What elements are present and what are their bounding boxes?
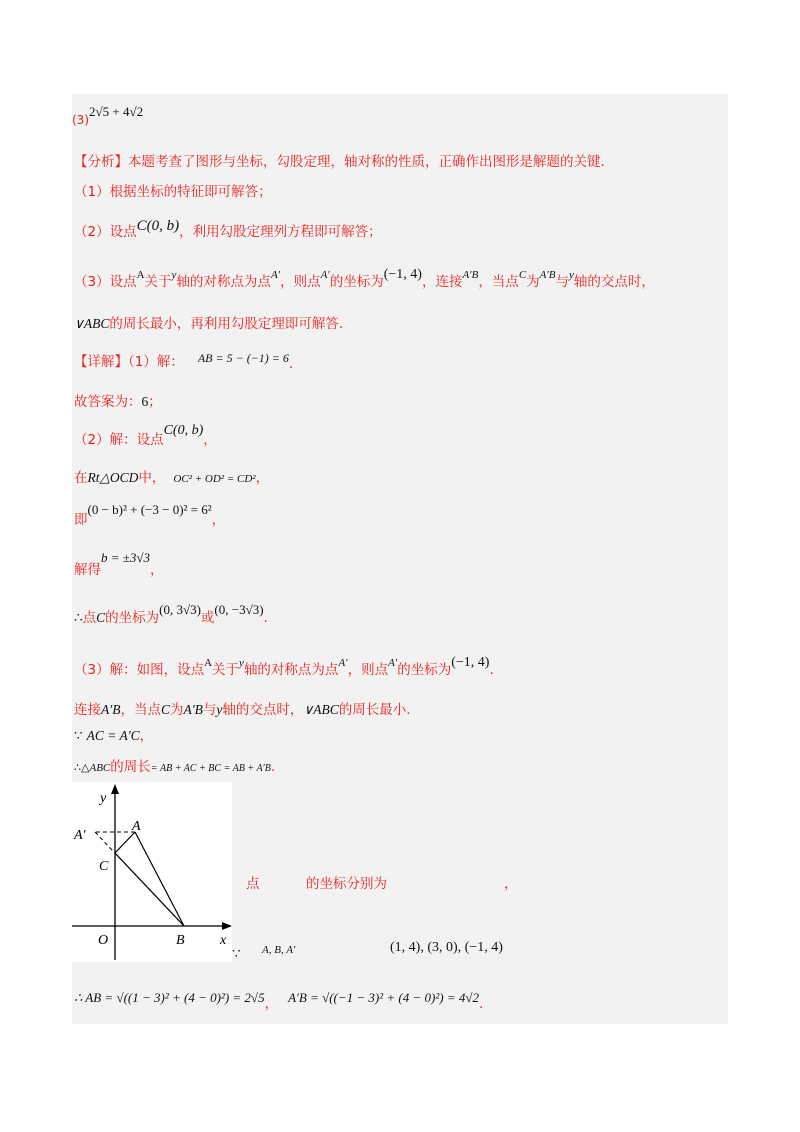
therefore-line: ∴点C的坐标为(0, 3√3)或(0, −3√3). — [74, 602, 268, 626]
rt-triangle-line: 在Rt△OCD中， OC² + OD² = CD²， — [74, 470, 270, 486]
solve-line: 解得b = ±3√3， — [74, 550, 164, 578]
detail-line-2: （2）解：设点C(0, b)， — [74, 423, 217, 448]
label-c: C — [99, 859, 109, 874]
segment-c-a — [115, 832, 135, 853]
points-names: A, B, A′ — [262, 944, 296, 956]
equation-line: 即(0 − b)² + (−3 − 0)² = 6²， — [74, 502, 226, 528]
because-points: ∵ — [232, 946, 241, 961]
x-axis-arrow — [222, 922, 232, 930]
analysis-step-3-cont: ∨ABC的周长最小，再利用勾股定理即可解答. — [74, 316, 344, 332]
analysis-step-2: （2）设点C(0, b)，利用勾股定理列方程即可解答； — [74, 218, 382, 240]
answer-1-line: 故答案为：6； — [74, 394, 162, 410]
detail-line-1: 【详解】（1）解： AB = 5 − (−1) = 6. — [74, 351, 294, 372]
points-comma: ， — [504, 876, 518, 892]
final-line: ∴ AB = √((1 − 3)² + (4 − 0)²) = 2√5， A′B = √((−1 − 3)² + (4 − 0)²) = 4√2. — [74, 990, 484, 1012]
perimeter-line: ∴△ABC的周长= AB + AC + BC = AB + A′B. — [74, 759, 276, 775]
part-3-line: （3）解：如图，设点A关于y轴的对称点为点A′，则点A′的坐标为(−1, 4). — [74, 655, 494, 678]
label-o: O — [98, 933, 109, 948]
label-a: A — [132, 819, 141, 834]
because-line: ∵ AC = A′C， — [74, 728, 154, 744]
label-x: x — [220, 933, 227, 948]
label-a-prime: A′ — [74, 828, 86, 843]
points-values: (1, 4), (3, 0), (−1, 4) — [390, 940, 503, 955]
segment-c-b — [115, 853, 184, 926]
label-b: B — [176, 933, 185, 948]
points-label: 点 — [246, 876, 260, 892]
analysis-step-1: （1）根据坐标的特征即可解答； — [74, 184, 272, 200]
analysis-step-3: （3）设点A关于y轴的对称点为点A′，则点A′的坐标为(−1, 4)，连接A′B，当点C为A′B与y轴的交点时， — [74, 267, 655, 290]
connect-line: 连接A′B，当点C为A′B与y轴的交点时，∨ABC的周长最小. — [74, 702, 411, 718]
figure-svg — [72, 782, 232, 962]
label-y: y — [100, 791, 107, 806]
segment-a-b — [135, 832, 184, 926]
points-coords-text: 的坐标分别为 — [306, 876, 387, 892]
y-axis-arrow — [111, 784, 119, 794]
analysis-line: 【分析】本题考查了图形与坐标，勾股定理，轴对称的性质，正确作出图形是解题的关键. — [74, 154, 605, 170]
answer-3-line: (3)2√5 + 4√2 — [72, 104, 144, 127]
coordinate-figure — [72, 782, 232, 962]
